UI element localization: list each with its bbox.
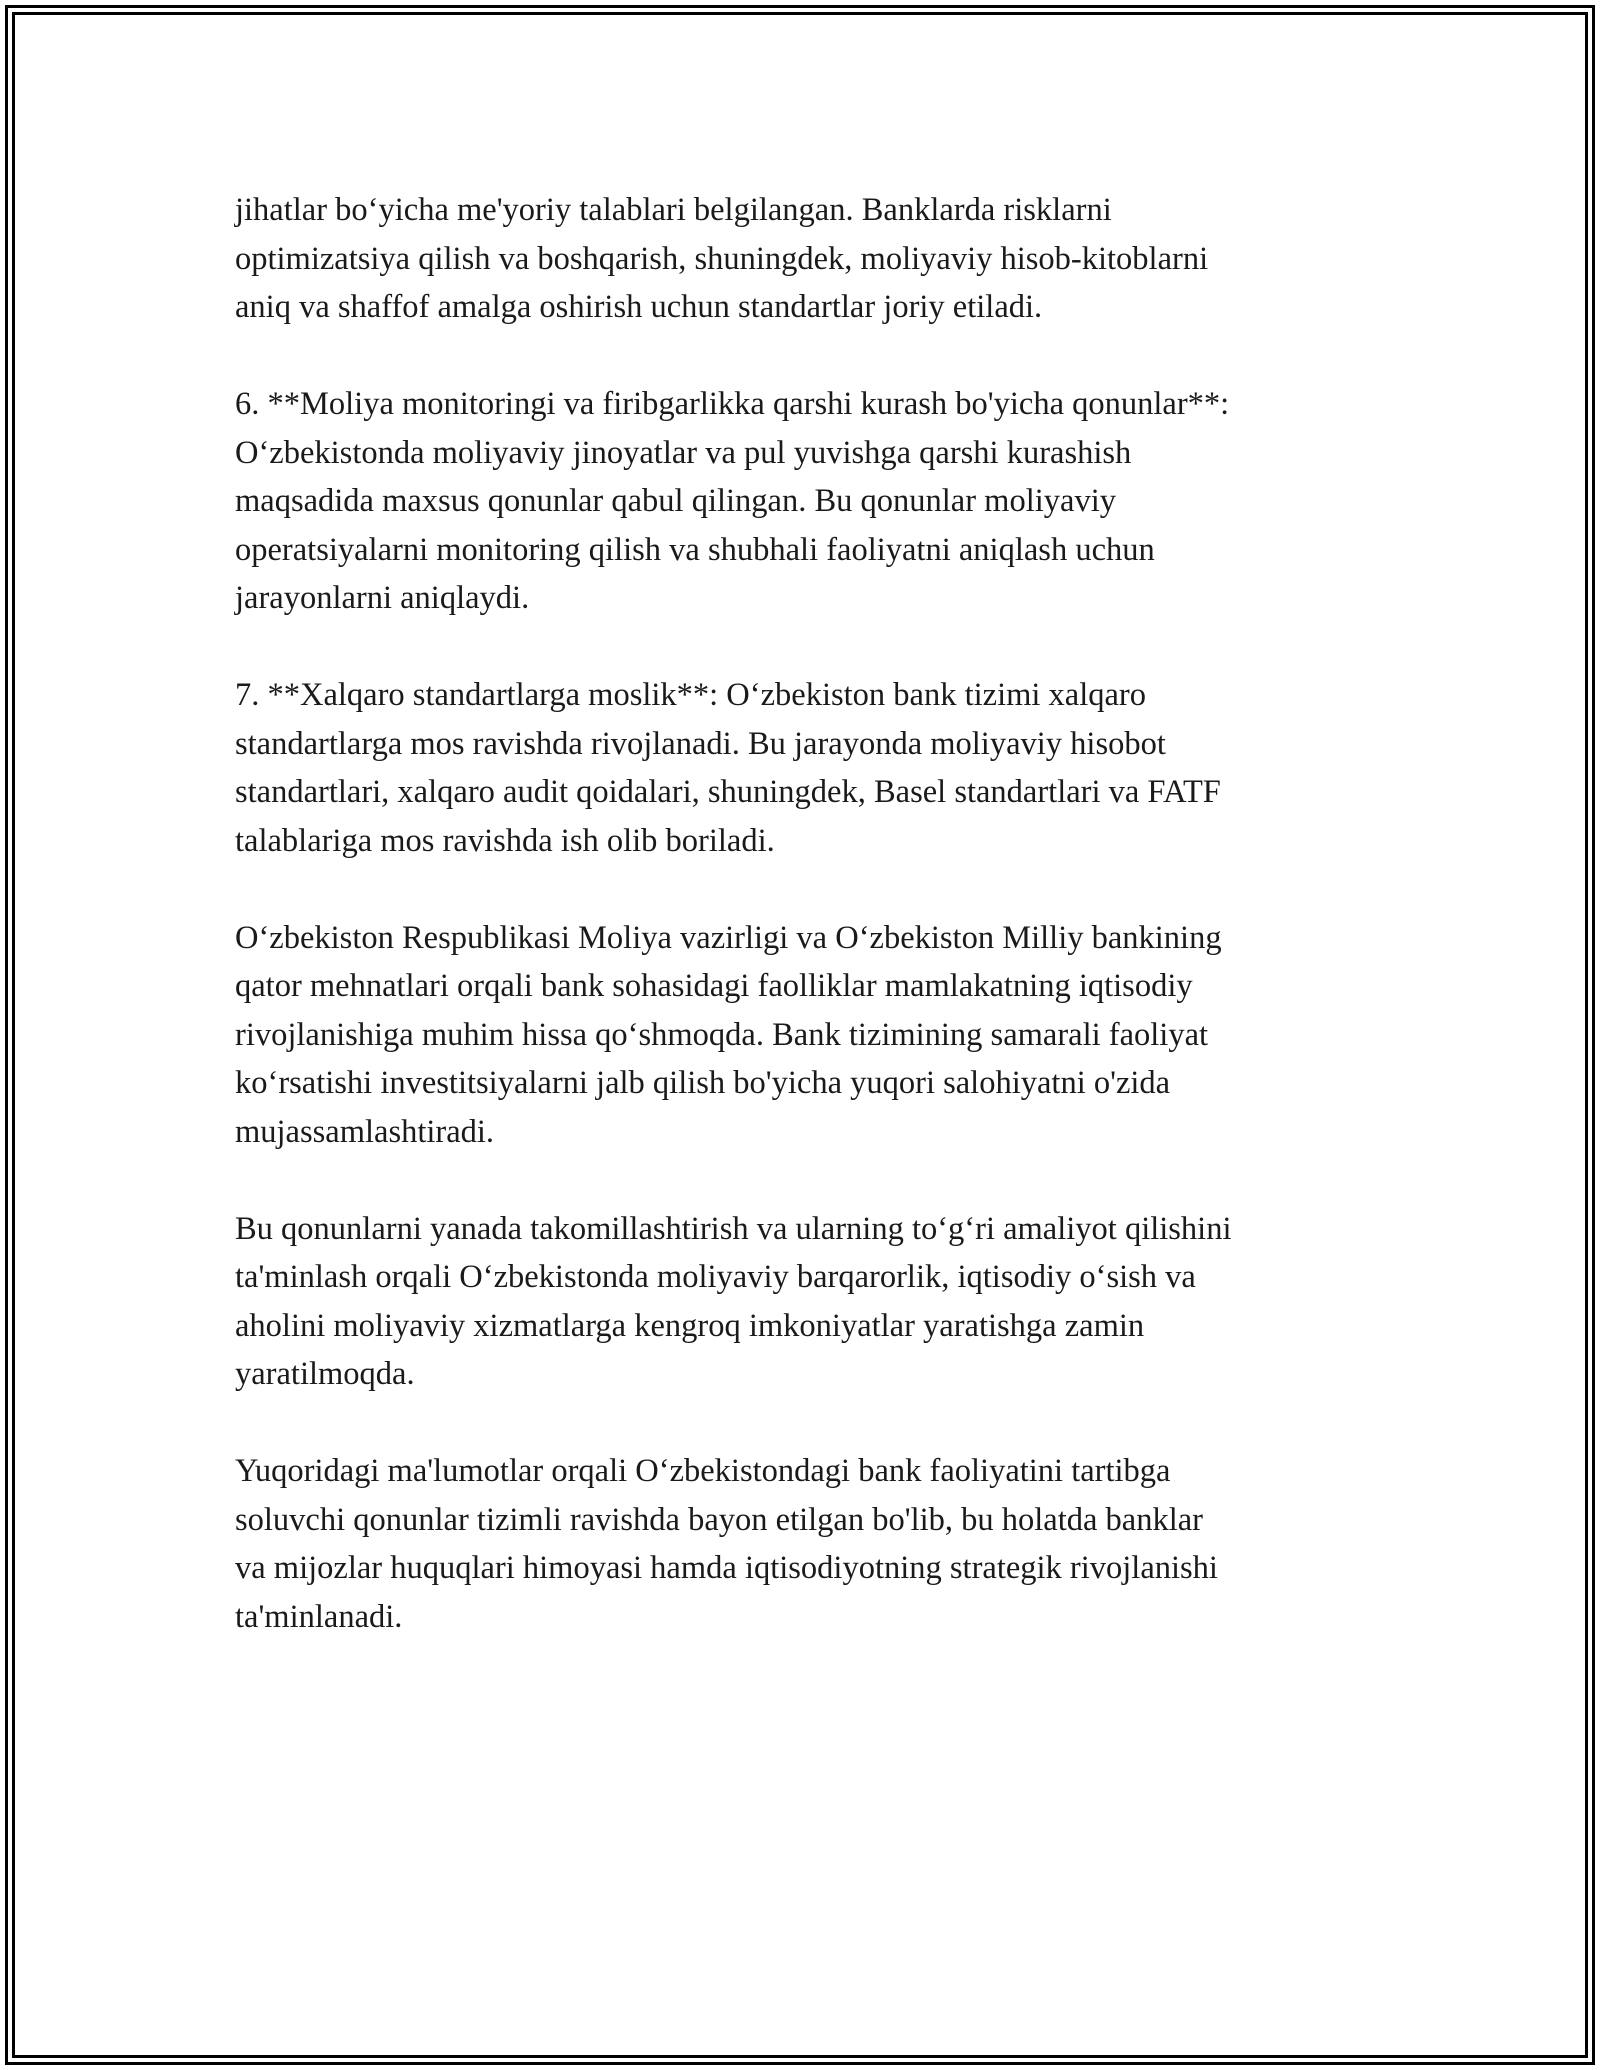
paragraph-ministry-and-national-bank: Oʻzbekiston Respublikasi Moliya vazirligi va Oʻzbekiston Milliy bankining qator mehnatlari orqali bank sohasidagi faolliklar mamlakatning iqtisodiy rivojlanishiga muhim hissa qoʻshmoqda. Bank tizimining samarali faoliyat koʻrsatishi investitsiyalarni jalb qilish bo'yicha yuqori salohiyatni o'zida mujassamlashtiradi.	[235, 919, 1222, 1150]
paragraph-law-improvement: Bu qonunlarni yanada takomillashtirish va ularning toʻgʻri amaliyot qilishini ta'minlash orqali Oʻzbekistonda moliyaviy barqarorlik, iqtisodiy oʻsish va aholini moliyaviy xizmatlarga kengroq imkoniyatlar yaratishga zamin yaratilmoqda.	[235, 1210, 1232, 1392]
paragraph-financial-monitoring: 6. **Moliya monitoringi va firibgarlikka qarshi kurash bo'yicha qonunlar**: Oʻzbekistonda moliyaviy jinoyatlar va pul yuvishga qarshi kurashish maqsadida maxsus qonunlar qabul qilingan. Bu qonunlar moliyaviy operatsiyalarni monitoring qilish va shubhali faoliyatni aniqlash uchun jarayonlarni aniqlaydi.	[235, 386, 1230, 616]
paragraph-requirements-continuation: jihatlar boʻyicha me'yoriy talablari belgilangan. Banklarda risklarni optimizatsiya qilish va boshqarish, shuningdek, moliyaviy hisob-kitoblarni aniq va shaffof amalga oshirish uchun standartlar joriy etiladi.	[235, 192, 1209, 325]
paragraph-conclusion: Yuqoridagi ma'lumotlar orqali Oʻzbekistondagi bank faoliyatini tartibga soluvchi qonunlar tizimli ravishda bayon etilgan bo'lib, bu holatda banklar va mijozlar huquqlari himoyasi hamda iqtisodiyotning strategik rivojlanishi ta'minlanadi.	[235, 1453, 1218, 1635]
paragraph-international-standards: 7. **Xalqaro standartlarga moslik**: Oʻzbekiston bank tizimi xalqaro standartlarga mos ravishda rivojlanadi. Bu jarayonda moliyaviy hisobot standartlari, xalqaro audit qoidalari, shuningdek, Basel standartlari va FATF talablariga mos ravishda ish olib boriladi.	[235, 677, 1221, 859]
document-body	[235, 186, 1380, 1690]
